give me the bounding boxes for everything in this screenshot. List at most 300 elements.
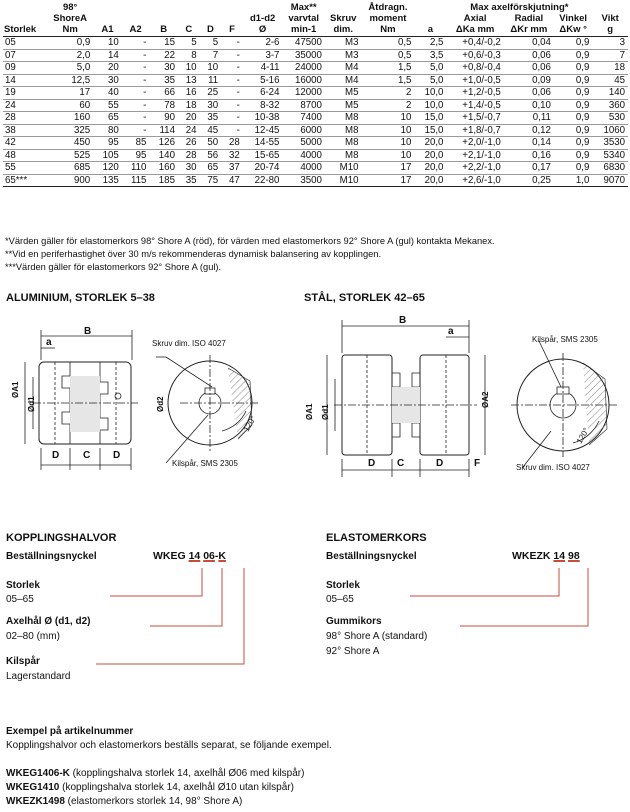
table-row bbox=[3, 137, 628, 150]
exempel-item bbox=[6, 782, 294, 794]
table-cell: +2,2/-1,0 bbox=[446, 162, 503, 175]
table-cell: M3 bbox=[325, 49, 362, 62]
koppling-code-size: 14 bbox=[188, 550, 201, 562]
alu-dim-a1: ØA1 bbox=[11, 381, 20, 398]
table-cell: 78 bbox=[149, 99, 178, 112]
table-cell: - bbox=[221, 124, 243, 137]
footnote-size65: ***Värden gäller för elastomerkors 92° Shore A (gul). bbox=[5, 262, 222, 272]
table-cell: 0,9 bbox=[554, 62, 592, 75]
col-head-vinkel-unit: ΔKw ° bbox=[554, 24, 592, 37]
table-cell: 22-80 bbox=[243, 174, 283, 187]
alu-dim-d1: Ød1 bbox=[27, 396, 36, 412]
table-cell: 10,0 bbox=[414, 87, 446, 100]
table-cell: 2,5 bbox=[414, 37, 446, 50]
table-cell: 5,0 bbox=[414, 74, 446, 87]
table-cell: M10 bbox=[325, 162, 362, 175]
exempel-item bbox=[6, 768, 304, 780]
alu-skruv-label: Skruv dim. ISO 4027 bbox=[152, 339, 226, 348]
table-cell: 90 bbox=[149, 112, 178, 125]
table-cell: 20 bbox=[178, 112, 200, 125]
table-cell: 20 bbox=[93, 62, 122, 75]
table-cell: 0,9 bbox=[554, 137, 592, 150]
aluminium-drawing bbox=[0, 315, 300, 495]
alu-kilspar-label: Kilspår, SMS 2305 bbox=[172, 459, 238, 468]
alu-dim-c: C bbox=[83, 450, 91, 461]
col-head-vinkel: Vinkel bbox=[559, 13, 588, 24]
table-cell: 32 bbox=[221, 149, 243, 162]
table-cell: +1,2/-0,5 bbox=[446, 87, 503, 100]
table-cell: 525 bbox=[47, 149, 93, 162]
col-head-f: F bbox=[221, 24, 243, 37]
table-cell: 10 bbox=[362, 137, 415, 150]
table-cell: 3 bbox=[592, 37, 628, 50]
table-cell: 0,9 bbox=[47, 37, 93, 50]
table-cell: 8-32 bbox=[243, 99, 283, 112]
table-cell: 15,0 bbox=[414, 112, 446, 125]
specification-table-body bbox=[3, 37, 628, 187]
table-cell: 1,5 bbox=[362, 74, 415, 87]
elastomerkors-title: ELASTOMERKORS bbox=[326, 532, 427, 544]
table-cell: 2 bbox=[362, 87, 415, 100]
table-cell: 35 bbox=[200, 112, 222, 125]
col-head-atdragn-top: Åtdragn. bbox=[368, 2, 408, 13]
table-cell: 10 bbox=[362, 124, 415, 137]
exempel-item-desc: (kopplingshalva storlek 14, axelhål Ø06 med kilspår) bbox=[69, 768, 305, 779]
elast-storlek-label: Storlek bbox=[326, 580, 360, 591]
col-head bbox=[414, 13, 446, 24]
table-cell: 900 bbox=[47, 174, 93, 187]
table-cell: 0,06 bbox=[504, 62, 554, 75]
table-cell: M10 bbox=[325, 174, 362, 187]
table-cell: - bbox=[221, 99, 243, 112]
col-head-d: D bbox=[200, 24, 222, 37]
table-cell: 40 bbox=[93, 87, 122, 100]
table-cell: 5340 bbox=[592, 149, 628, 162]
table-cell: 05 bbox=[3, 37, 47, 50]
table-cell: 20,0 bbox=[414, 137, 446, 150]
table-cell: 360 bbox=[592, 99, 628, 112]
col-head-a2: A2 bbox=[122, 24, 150, 37]
table-cell: 115 bbox=[122, 174, 150, 187]
table-cell: 14-55 bbox=[243, 137, 283, 150]
table-cell: 0,9 bbox=[554, 149, 592, 162]
table-cell: 14 bbox=[93, 49, 122, 62]
col-head bbox=[592, 2, 628, 13]
table-cell: 0,9 bbox=[554, 124, 592, 137]
table-cell: 5 bbox=[200, 37, 222, 50]
stal-dim-a2: ØA2 bbox=[481, 391, 490, 408]
stal-dim-d-left: D bbox=[368, 458, 376, 469]
col-head-vikt: Vikt bbox=[601, 13, 619, 24]
table-cell: 135 bbox=[93, 174, 122, 187]
stal-dim-d1: Ød1 bbox=[321, 404, 330, 420]
col-head-shore-unit: Nm bbox=[47, 24, 93, 37]
table-cell: 2-6 bbox=[243, 37, 283, 50]
table-cell: 60 bbox=[47, 99, 93, 112]
table-cell: 45 bbox=[200, 124, 222, 137]
table-cell: - bbox=[221, 74, 243, 87]
table-cell: 20,0 bbox=[414, 174, 446, 187]
table-cell: - bbox=[221, 49, 243, 62]
table-cell: 7 bbox=[592, 49, 628, 62]
table-cell: 0,11 bbox=[504, 112, 554, 125]
table-cell: +1,5/-0,7 bbox=[446, 112, 503, 125]
table-row bbox=[3, 124, 628, 137]
table-cell: 140 bbox=[592, 87, 628, 100]
table-cell: M8 bbox=[325, 124, 362, 137]
koppling-key-label: Beställningsnyckel bbox=[6, 551, 97, 562]
stal-dim-b: B bbox=[399, 315, 407, 326]
table-cell: 07 bbox=[3, 49, 47, 62]
table-cell: 85 bbox=[122, 137, 150, 150]
col-head bbox=[200, 13, 222, 24]
table-cell: 75 bbox=[200, 174, 222, 187]
table-cell: 5-16 bbox=[243, 74, 283, 87]
stal-dim-a1: ØA1 bbox=[305, 403, 314, 420]
koppling-kilspar-label: Kilspår bbox=[6, 656, 40, 667]
table-cell: - bbox=[122, 49, 150, 62]
table-cell: 47500 bbox=[282, 37, 324, 50]
col-head-a1: A1 bbox=[93, 24, 122, 37]
table-cell: 3-7 bbox=[243, 49, 283, 62]
table-cell: 17 bbox=[362, 162, 415, 175]
table-cell: 18 bbox=[178, 99, 200, 112]
table-cell: M5 bbox=[325, 87, 362, 100]
exempel-item-desc: (kopplingshalva storlek 14, axelhål Ø10 utan kilspår) bbox=[59, 782, 294, 793]
col-head-max-unit: min-1 bbox=[282, 24, 324, 37]
koppling-code-prefix: WKEG bbox=[153, 550, 186, 562]
table-cell: 105 bbox=[93, 149, 122, 162]
col-head-axial: Axial bbox=[463, 13, 487, 24]
table-cell: 20-74 bbox=[243, 162, 283, 175]
table-cell: +2,6/-1,0 bbox=[446, 174, 503, 187]
col-head bbox=[221, 2, 243, 13]
table-cell: 0,9 bbox=[554, 87, 592, 100]
col-head bbox=[325, 2, 362, 13]
koppling-code-key: K bbox=[218, 550, 226, 562]
table-cell: +0,6/-0,3 bbox=[446, 49, 503, 62]
table-row bbox=[3, 99, 628, 112]
col-head-b: B bbox=[149, 24, 178, 37]
table-cell: 4-11 bbox=[243, 62, 283, 75]
elast-code-prefix: WKEZK bbox=[512, 550, 551, 562]
table-cell: 5000 bbox=[282, 137, 324, 150]
elast-storlek-value: 05–65 bbox=[326, 594, 354, 605]
exempel-item-code: WKEG1410 bbox=[6, 782, 60, 793]
table-cell: 9070 bbox=[592, 174, 628, 187]
table-cell: M8 bbox=[325, 137, 362, 150]
table-cell: +0,4/-0,2 bbox=[446, 37, 503, 50]
koppling-storlek-label: Storlek bbox=[6, 580, 40, 591]
table-cell: - bbox=[122, 87, 150, 100]
stal-angle: 120° bbox=[574, 426, 591, 446]
table-row bbox=[3, 37, 628, 50]
aluminium-title: ALUMINIUM, STORLEK 5–38 bbox=[6, 292, 155, 304]
table-cell: 160 bbox=[149, 162, 178, 175]
table-cell: 55 bbox=[93, 99, 122, 112]
col-head bbox=[3, 13, 47, 24]
stal-dim-d-right: D bbox=[436, 458, 444, 469]
table-cell: 0,9 bbox=[554, 49, 592, 62]
table-cell: M8 bbox=[325, 149, 362, 162]
col-head bbox=[3, 2, 47, 13]
table-cell: 0,17 bbox=[504, 162, 554, 175]
elast-key-label: Beställningsnyckel bbox=[326, 551, 417, 562]
table-cell: 56 bbox=[200, 149, 222, 162]
table-cell: 10 bbox=[362, 149, 415, 162]
stal-kilspar-label: Kilspår, SMS 2305 bbox=[532, 335, 598, 344]
elast-code-shore: 98 bbox=[568, 550, 580, 562]
elast-gummi-label: Gummikors bbox=[326, 616, 382, 627]
footnote-speed: **Vid en periferhastighet över 30 m/s rekommenderas dynamisk balansering av kopplingen. bbox=[5, 249, 382, 259]
col-head-d1d2: d1-d2 bbox=[249, 13, 276, 24]
table-row bbox=[3, 174, 628, 187]
exempel-item bbox=[6, 796, 242, 808]
elast-gummi-value-2: 92° Shore A bbox=[326, 646, 380, 657]
table-cell: 1,0 bbox=[554, 174, 592, 187]
col-head-axial-unit: ΔKa mm bbox=[446, 24, 503, 37]
stal-dim-c: C bbox=[397, 458, 405, 469]
table-cell: 0,09 bbox=[504, 74, 554, 87]
table-cell: 13 bbox=[178, 74, 200, 87]
table-cell: 20,0 bbox=[414, 149, 446, 162]
table-cell: 0,9 bbox=[554, 74, 592, 87]
table-cell: 2,0 bbox=[47, 49, 93, 62]
koppling-code-bore: 06 bbox=[203, 550, 215, 562]
table-cell: +2,0/-1,0 bbox=[446, 137, 503, 150]
table-cell: - bbox=[221, 62, 243, 75]
col-head-shore-mid: ShoreA bbox=[53, 13, 88, 24]
table-cell: 7 bbox=[200, 49, 222, 62]
col-head-radial-unit: ΔKr mm bbox=[504, 24, 554, 37]
col-head bbox=[93, 13, 122, 24]
table-cell: 50 bbox=[200, 137, 222, 150]
table-cell: M8 bbox=[325, 112, 362, 125]
stal-title: STÅL, STORLEK 42–65 bbox=[304, 292, 425, 304]
table-cell: - bbox=[122, 62, 150, 75]
table-row bbox=[3, 162, 628, 175]
alu-dim-d-right: D bbox=[113, 450, 121, 461]
table-cell: - bbox=[122, 99, 150, 112]
table-cell: 30 bbox=[178, 162, 200, 175]
table-cell: 66 bbox=[149, 87, 178, 100]
table-row bbox=[3, 49, 628, 62]
col-head bbox=[122, 2, 150, 13]
table-cell: 0,10 bbox=[504, 99, 554, 112]
koppling-kilspar-value: Lagerstandard bbox=[6, 671, 71, 682]
table-cell: - bbox=[122, 124, 150, 137]
exempel-item-code: WKEG1406-K bbox=[6, 768, 70, 779]
table-cell: M3 bbox=[325, 37, 362, 50]
table-cell: 10 bbox=[200, 62, 222, 75]
table-cell: 5,0 bbox=[47, 62, 93, 75]
table-cell: 10-38 bbox=[243, 112, 283, 125]
table-cell: 35 bbox=[178, 174, 200, 187]
table-cell: 114 bbox=[149, 124, 178, 137]
col-head-max-top: Max** bbox=[290, 2, 317, 13]
table-cell: 8700 bbox=[282, 99, 324, 112]
table-cell: 0,9 bbox=[554, 162, 592, 175]
table-cell: 0,5 bbox=[362, 37, 415, 50]
table-row bbox=[3, 87, 628, 100]
table-cell: +2,1/-1,0 bbox=[446, 149, 503, 162]
exempel-title: Exempel på artikelnummer bbox=[6, 726, 134, 737]
col-head-storlek: Storlek bbox=[3, 24, 47, 37]
table-cell: 6-24 bbox=[243, 87, 283, 100]
table-cell: 30 bbox=[149, 62, 178, 75]
table-cell: +1,4/-0,5 bbox=[446, 99, 503, 112]
table-cell: 17 bbox=[47, 87, 93, 100]
table-cell: +1,0/-0,5 bbox=[446, 74, 503, 87]
table-cell: 3500 bbox=[282, 174, 324, 187]
table-cell: 35000 bbox=[282, 49, 324, 62]
table-cell: 24 bbox=[178, 124, 200, 137]
col-head bbox=[93, 2, 122, 13]
table-cell: 0,9 bbox=[554, 112, 592, 125]
table-cell: 0,12 bbox=[504, 124, 554, 137]
table-cell: 95 bbox=[93, 137, 122, 150]
alu-dim-d-left: D bbox=[52, 450, 60, 461]
table-cell: 5 bbox=[178, 37, 200, 50]
table-cell: 6000 bbox=[282, 124, 324, 137]
table-cell: - bbox=[221, 37, 243, 50]
col-head bbox=[414, 2, 446, 13]
table-cell: 48 bbox=[3, 149, 47, 162]
alu-angle: 120° bbox=[241, 414, 258, 434]
table-cell: 3530 bbox=[592, 137, 628, 150]
table-cell: 38 bbox=[3, 124, 47, 137]
table-cell: 20,0 bbox=[414, 162, 446, 175]
table-cell: 14 bbox=[3, 74, 47, 87]
table-cell: - bbox=[122, 37, 150, 50]
col-head-d1d2-unit: Ø bbox=[243, 24, 283, 37]
stal-dim-a: a bbox=[448, 326, 454, 337]
table-cell: 10 bbox=[93, 37, 122, 50]
table-cell: 4000 bbox=[282, 149, 324, 162]
alu-dim-a: a bbox=[46, 337, 52, 348]
table-cell: 10 bbox=[362, 112, 415, 125]
col-head bbox=[178, 13, 200, 24]
table-cell: 6830 bbox=[592, 162, 628, 175]
col-head-axel-group: Max axelförskjutning* bbox=[470, 2, 569, 13]
table-cell: 45 bbox=[592, 74, 628, 87]
col-head bbox=[149, 13, 178, 24]
footnote-shore: *Värden gäller för elastomerkors 98° Shore A (röd), för värden med elastomerkors 92° Shore A (gul) kontakta Mekanex. bbox=[5, 236, 495, 246]
col-head-radial: Radial bbox=[514, 13, 544, 24]
table-cell: 7400 bbox=[282, 112, 324, 125]
table-cell: 325 bbox=[47, 124, 93, 137]
table-cell: 0,9 bbox=[554, 37, 592, 50]
table-cell: 28 bbox=[221, 137, 243, 150]
col-head bbox=[243, 2, 283, 13]
table-row bbox=[3, 149, 628, 162]
exempel-item-code: WKEZK1498 bbox=[6, 796, 65, 807]
table-row bbox=[3, 74, 628, 87]
table-cell: 16 bbox=[178, 87, 200, 100]
table-cell: M4 bbox=[325, 74, 362, 87]
table-cell: 24000 bbox=[282, 62, 324, 75]
table-cell: M4 bbox=[325, 62, 362, 75]
alu-dim-b: B bbox=[84, 326, 92, 337]
table-cell: 22 bbox=[149, 49, 178, 62]
table-cell: 11 bbox=[200, 74, 222, 87]
table-cell: 42 bbox=[3, 137, 47, 150]
table-cell: - bbox=[122, 112, 150, 125]
table-cell: 185 bbox=[149, 174, 178, 187]
exempel-intro: Kopplingshalvor och elastomerkors beställs separat, se följande exempel. bbox=[6, 740, 332, 751]
col-head bbox=[221, 13, 243, 24]
table-cell: 30 bbox=[200, 99, 222, 112]
table-cell: M5 bbox=[325, 99, 362, 112]
table-cell: 8 bbox=[178, 49, 200, 62]
table-cell: 16000 bbox=[282, 74, 324, 87]
table-cell: 530 bbox=[592, 112, 628, 125]
table-cell: 37 bbox=[221, 162, 243, 175]
table-row bbox=[3, 112, 628, 125]
col-head bbox=[122, 13, 150, 24]
table-cell: 2 bbox=[362, 99, 415, 112]
elast-code-size: 14 bbox=[553, 550, 566, 562]
col-head-atdragn-unit: Nm bbox=[362, 24, 415, 37]
table-cell: 65 bbox=[93, 112, 122, 125]
col-head-vikt-unit: g bbox=[592, 24, 628, 37]
alu-dim-d2: Ød2 bbox=[156, 396, 165, 412]
koppling-axelhal-value: 02–80 (mm) bbox=[6, 631, 60, 642]
col-head-c: C bbox=[178, 24, 200, 37]
table-cell: 0,06 bbox=[504, 87, 554, 100]
table-cell: 47 bbox=[221, 174, 243, 187]
table-cell: 5,0 bbox=[414, 62, 446, 75]
table-cell: 09 bbox=[3, 62, 47, 75]
table-cell: 10 bbox=[178, 62, 200, 75]
table-cell: +0,8/-0,4 bbox=[446, 62, 503, 75]
table-cell: 65 bbox=[200, 162, 222, 175]
table-cell: 140 bbox=[149, 149, 178, 162]
table-cell: 18 bbox=[592, 62, 628, 75]
table-cell: 1060 bbox=[592, 124, 628, 137]
table-cell: 1,5 bbox=[362, 62, 415, 75]
stal-skruv-label: Skruv dim. ISO 4027 bbox=[516, 463, 590, 472]
col-head bbox=[149, 2, 178, 13]
table-cell: 685 bbox=[47, 162, 93, 175]
col-head bbox=[200, 2, 222, 13]
table-cell: 80 bbox=[93, 124, 122, 137]
table-row bbox=[3, 62, 628, 75]
table-cell: 17 bbox=[362, 174, 415, 187]
col-head bbox=[178, 2, 200, 13]
table-cell: 0,14 bbox=[504, 137, 554, 150]
table-cell: 25 bbox=[200, 87, 222, 100]
col-head-atdragn-mid: moment bbox=[369, 13, 407, 24]
table-cell: +1,8/-0,7 bbox=[446, 124, 503, 137]
table-cell: 110 bbox=[122, 162, 150, 175]
table-cell: 30 bbox=[93, 74, 122, 87]
table-cell: 35 bbox=[149, 74, 178, 87]
table-cell: 0,16 bbox=[504, 149, 554, 162]
elast-gummi-value-1: 98° Shore A (standard) bbox=[326, 631, 428, 642]
table-cell: 120 bbox=[93, 162, 122, 175]
table-cell: 15 bbox=[149, 37, 178, 50]
table-cell: 55 bbox=[3, 162, 47, 175]
exempel-item-desc: (elastomerkors storlek 14, 98° Shore A) bbox=[64, 796, 243, 807]
koppling-axelhal-label: Axelhål Ø (d1, d2) bbox=[6, 616, 91, 627]
table-cell: 28 bbox=[3, 112, 47, 125]
table-cell: 12000 bbox=[282, 87, 324, 100]
koppling-code-sep: - bbox=[214, 550, 219, 562]
table-cell: 160 bbox=[47, 112, 93, 125]
table-cell: 24 bbox=[3, 99, 47, 112]
table-cell: 0,25 bbox=[504, 174, 554, 187]
